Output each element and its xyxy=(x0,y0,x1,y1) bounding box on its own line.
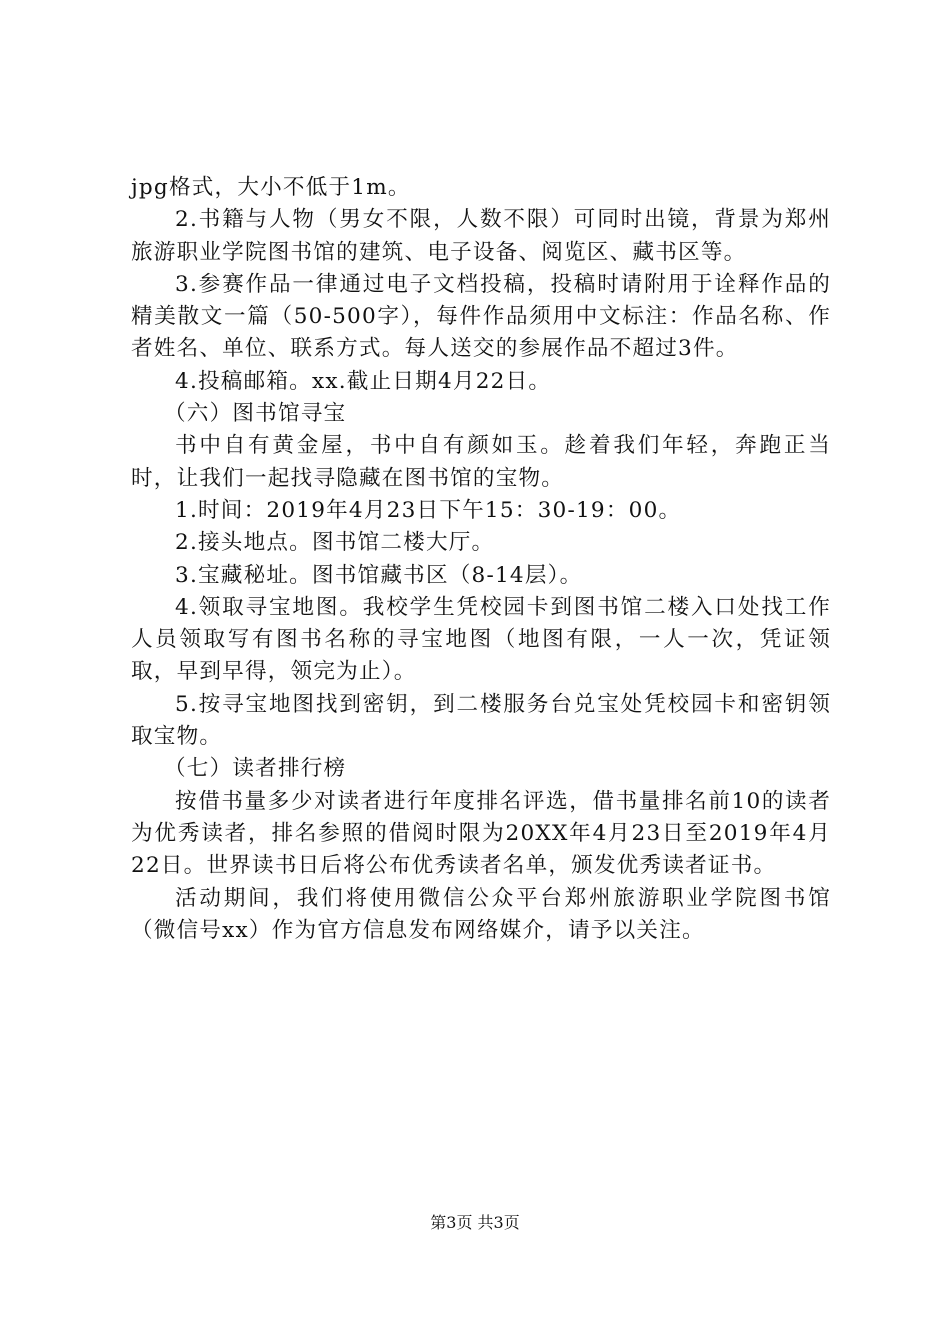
paragraph-item-4: 4.投稿邮箱。xx.截止日期4月22日。 xyxy=(175,368,552,394)
page-number-footer: 第3页 共3页 xyxy=(430,1213,520,1232)
paragraph-wechat-notice: 活动期间，我们将使用微信公众平台郑州旅游职业学院图书馆（微信号xx）作为官方信息发布网络媒介，请予以关注。 xyxy=(131,885,831,943)
section-heading-treasure-hunt: （六）图书馆寻宝 xyxy=(164,401,347,427)
paragraph-item-3: 3.参赛作品一律通过电子文档投稿，投稿时请附用于诠释作品的精美散文一篇（50-500字），每件作品须用中文标注：作品名称、作者姓名、单位、联系方式。每人送交的参展作品不超过3件。 xyxy=(131,271,831,362)
paragraph-treasure-map: 4.领取寻宝地图。我校学生凭校园卡到图书馆二楼入口处找工作人员领取写有图书名称的寻宝地图（地图有限，一人一次，凭证领取，早到早得，领完为止）。 xyxy=(131,594,831,685)
paragraph-treasure-claim: 5.按寻宝地图找到密钥，到二楼服务台兑宝处凭校园卡和密钥领取宝物。 xyxy=(131,691,831,750)
paragraph-treasure-meeting-place: 2.接头地点。图书馆二楼大厅。 xyxy=(175,530,495,556)
document-body xyxy=(131,172,831,947)
section-heading-reader-ranking: （七）读者排行榜 xyxy=(164,756,347,782)
paragraph-treasure-location: 3.宝藏秘址。图书馆藏书区（8-14层）。 xyxy=(175,562,583,588)
paragraph-ranking-details: 按借书量多少对读者进行年度排名评选，借书量排名前10的读者为优秀读者，排名参照的借阅时限为20XX年4月23日至2019年4月22日。世界读书日后将公布优秀读者名单，颁发优秀读者证书。 xyxy=(131,788,831,879)
paragraph-treasure-time: 1.时间：2019年4月23日下午15：30-19：00。 xyxy=(175,497,682,523)
paragraph-continuation: jpg格式，大小不低于1m。 xyxy=(131,175,411,200)
paragraph-treasure-intro: 书中自有黄金屋，书中自有颜如玉。趁着我们年轻，奔跑正当时，让我们一起找寻隐藏在图书馆的宝物。 xyxy=(131,433,831,491)
paragraph-item-2: 2.书籍与人物（男女不限，人数不限）可同时出镜，背景为郑州旅游职业学院图书馆的建筑、电子设备、阅览区、藏书区等。 xyxy=(131,207,831,265)
